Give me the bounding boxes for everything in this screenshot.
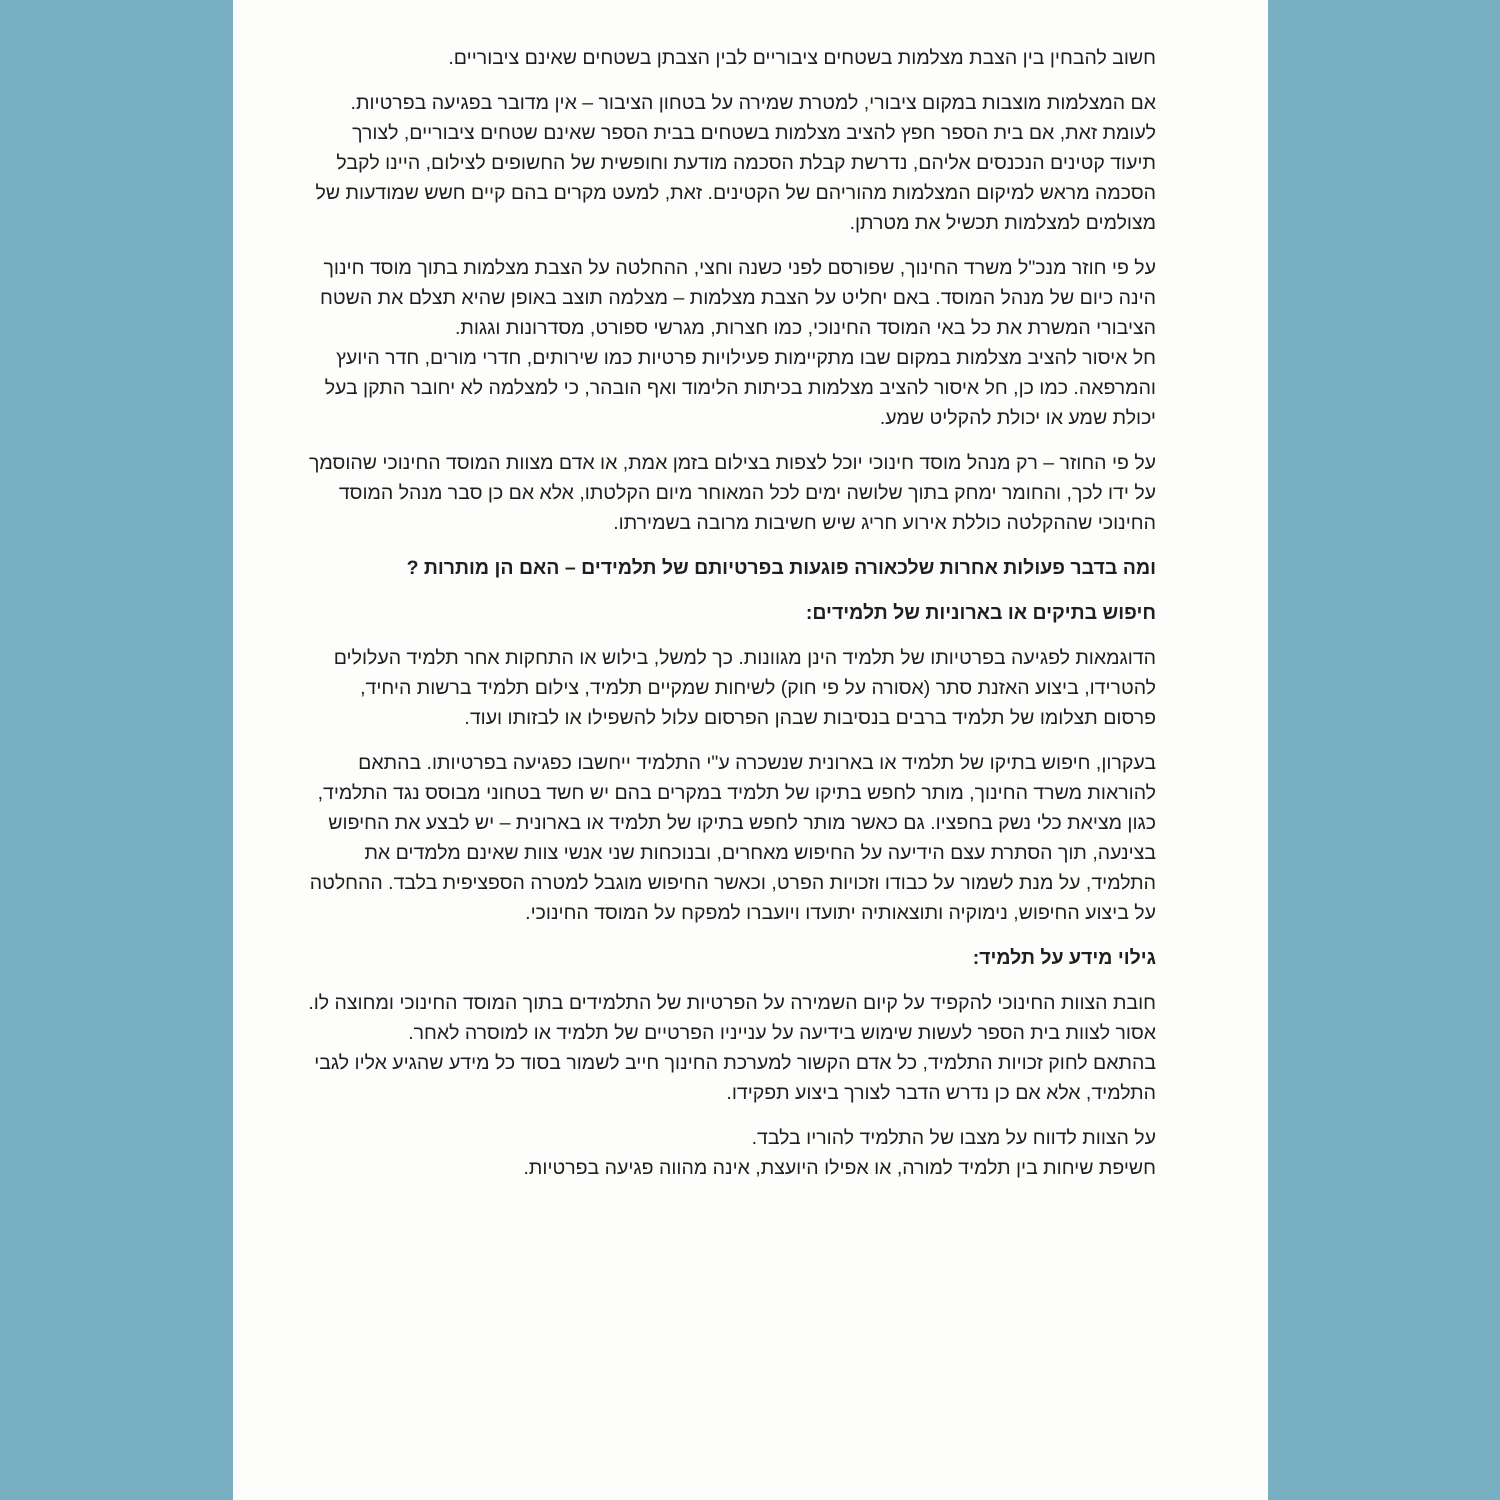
paragraph-public-vs-private: חשוב להבחין בין הצבת מצלמות בשטחים ציבוריים לבין הצבתן בשטחים שאינם ציבוריים. (448, 47, 1156, 69)
paragraph-staff-obligations (303, 988, 1156, 1108)
heading-search-bags: חיפוש בתיקים או בארוניות של תלמידים: (805, 602, 1156, 624)
paragraph-forbidden-places: חל איסור להציב מצלמות במקום שבו מתקיימות פעילויות פרטיות כמו שירותים, חדרי מורים, חדר היועץ והמרפאה. כמו כן, חל איסור להציב מצלמות בכיתות הלימוד ואף הובהר, כי למצלמה לא יחובר התקן בעל יכולת שמע או יכולת להקליט שמע. (324, 347, 1156, 429)
paragraph-conversation-disclosure: חשיפת שיחות בין תלמיד למורה, או אפילו היועצת, אינה מהווה פגיעה בפרטיות. (523, 1157, 1156, 1179)
paragraph-privacy-examples: הדוגמאות לפגיעה בפרטיותו של תלמיד הינן מגוונות. כך למשל, בילוש או התחקות אחר תלמיד העלולים להטרידו, ביצוע האזנת סתר (אסורה על פי חוק) לשיחות שמקיים תלמיד, צילום תלמיד ברשות היחיד, פרסום תצלומו של תלמיד ברבים בנסיבות שבהן הפרסום עלול להשפילו או לבזותו ועוד. (333, 647, 1156, 729)
paragraph-cameras-policy (303, 88, 1156, 238)
paragraph-consent-required: לעומת זאת, אם בית הספר חפץ להציב מצלמות בשטחים בבית הספר שאינם שטחים ציבוריים, לצורך תיעוד קטינים הנכנסים אליהם, נדרשת קבלת הסכמה מודעת וחופשית של החשופים לצילום, היינו לקבל הסכמה מראש למיקום המצלמות מהוריהם של הקטינים. זאת, למעט מקרים בהם קיים חשש שמודעות של מצולמים למצלמות תכשיל את מטרתן. (315, 122, 1156, 234)
paragraph-report-parents: על הצוות לדווח על מצבו של התלמיד להוריו בלבד. (751, 1127, 1156, 1149)
paragraph-ministry-circular (303, 253, 1156, 433)
paragraph-principal-decision: על פי חוזר מנכ"ל משרד החינוך, שפורסם לפני כשנה וחצי, ההחלטה על הצבת מצלמות בתוך מוסד חינוך הינה כיום של מנהל המוסד. באם יחליט על הצבת מצלמות – מצלמה תוצב באופן שהיא תצלם את השטח הציבורי המשרת את כל באי המוסד החינוכי, כמו חצרות, מגרשי ספורט, מסדרונות וגגות. (320, 257, 1156, 339)
paragraph-viewing-rules: על פי החוזר – רק מנהל מוסד חינוכי יוכל לצפות בצילום בזמן אמת, או אדם מצוות המוסד החינוכי שהוסמך על ידו לכך, והחומר ימחק בתוך שלושה ימים לכל המאוחר מיום הקלטתו, אלא אם כן סבר מנהל המוסד החינוכי שההקלטה כוללת אירוע חריג שיש חשיבות מרובה בשמירתו. (308, 452, 1156, 534)
heading-other-actions: ומה בדבר פעולות אחרות שלכאורה פוגעות בפרטיותם של תלמידים – האם הן מותרות ? (406, 557, 1156, 579)
paragraph-no-use-of-info: אסור לצוות בית הספר לעשות שימוש בידיעה על ענייניו הפרטיים של תלמיד או למוסרה לאחר. (408, 1022, 1156, 1044)
paragraph-student-rights-law: בהתאם לחוק זכויות התלמיד, כל אדם הקשור למערכת החינוך חייב לשמור בסוד כל מידע שהגיע אליו לגבי התלמיד, אלא אם כן נדרש הדבר לצורך ביצוע תפקידו. (314, 1052, 1156, 1104)
document-body (303, 43, 1156, 1198)
paragraph-search-rules: בעקרון, חיפוש בתיקו של תלמיד או בארונית שנשכרה ע"י התלמיד ייחשבו כפגיעה בפרטיותו. בהתאם להוראות משרד החינוך, מותר לחפש בתיקו של תלמיד במקרים בהם יש חשד בטחוני מבוסס נגד התלמיד, כגון מציאת כלי נשק בחפציו. גם כאשר מותר לחפש בתיקו של תלמיד או בארונית – יש לבצע את החיפוש בצינעה, תוך הסתרת עצם הידיעה על החיפוש מאחרים, ובנוכחות שני אנשי צוות שאינם מלמדים את התלמיד, על מנת לשמור על כבודו וזכויות הפרט, וכאשר החיפוש מוגבל למטרה הספציפית בלבד. ההחלטה על ביצוע החיפוש, נימוקיה ותוצאותיה יתועדו ויועברו למפקח על המוסד החינוכי. (309, 752, 1156, 924)
document-page (233, 0, 1268, 1500)
paragraph-privacy-duty: חובת הצוות החינוכי להקפיד על קיום השמירה על הפרטיות של התלמידים בתוך המוסד החינוכי ומחוצה לו. (308, 992, 1156, 1014)
paragraph-reporting (303, 1123, 1156, 1183)
heading-disclosure: גילוי מידע על תלמיד: (972, 947, 1156, 969)
paragraph-public-place: אם המצלמות מוצבות במקום ציבורי, למטרת שמירה על בטחון הציבור – אין מדובר בפגיעה בפרטיות. (350, 92, 1156, 114)
